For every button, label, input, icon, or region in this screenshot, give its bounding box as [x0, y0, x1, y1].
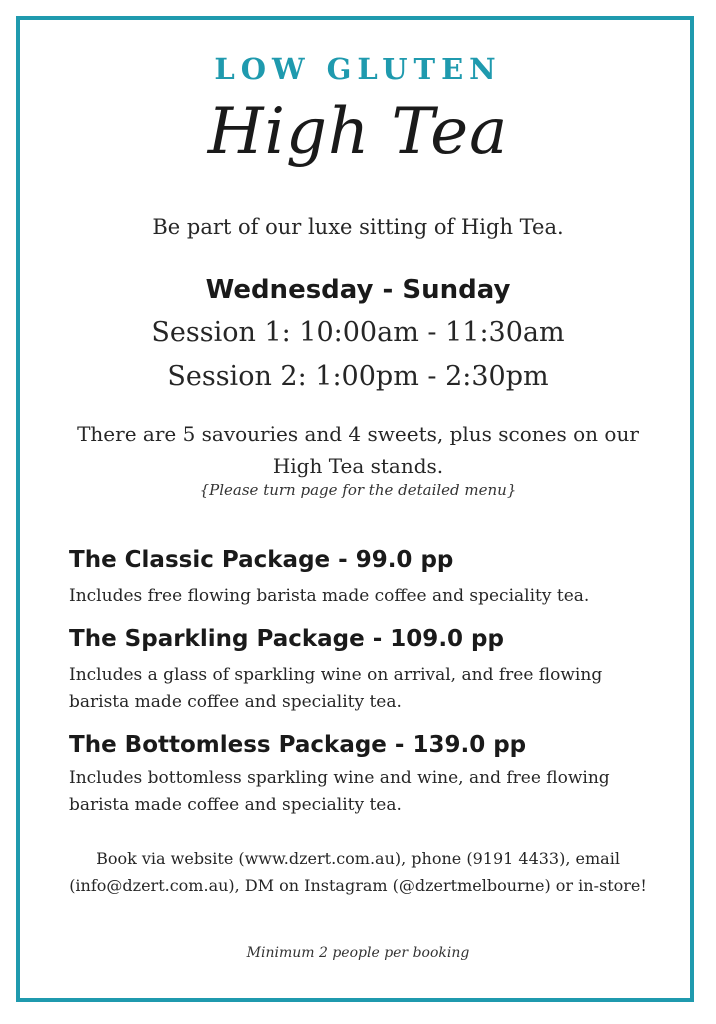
kicker-heading: LOW GLUTEN [214, 52, 502, 86]
booking-info: Book via website (www.dzert.com.au), phone (9191 4433), email (info@dzert.com.au), DM on Instagram (@dzertmelbourne) or in-store! [69, 849, 647, 895]
minimum-booking-note: Minimum 2 people per booking [246, 945, 470, 961]
session-2-time: Session 2: 1:00pm - 2:30pm [167, 361, 549, 392]
script-title-text: High Tea [207, 95, 509, 169]
bottomless-package-title: The Bottomless Package - 139.0 pp [69, 732, 527, 758]
bottomless-package-description: Includes bottomless sparkling wine and wine, and free flowing barista made coffee and speciality tea. [69, 768, 610, 815]
session-1-time: Session 1: 10:00am - 11:30am [151, 317, 565, 348]
schedule-days: Wednesday - Sunday [205, 275, 511, 305]
classic-package-description: Includes free flowing barista made coffee and speciality tea. [69, 586, 590, 606]
classic-package-title: The Classic Package - 99.0 pp [69, 547, 454, 573]
stand-description: There are 5 savouries and 4 sweets, plus scones on our High Tea stands. [77, 422, 639, 478]
page-title [0, 95, 716, 169]
menu-note: {Please turn page for the detailed menu} [199, 481, 517, 499]
sparkling-package-description: Includes a glass of sparkling wine on arrival, and free flowing barista made coffee and speciality tea. [69, 665, 603, 712]
sparkling-package-title: The Sparkling Package - 109.0 pp [69, 626, 504, 652]
intro-text: Be part of our luxe sitting of High Tea. [152, 215, 564, 239]
